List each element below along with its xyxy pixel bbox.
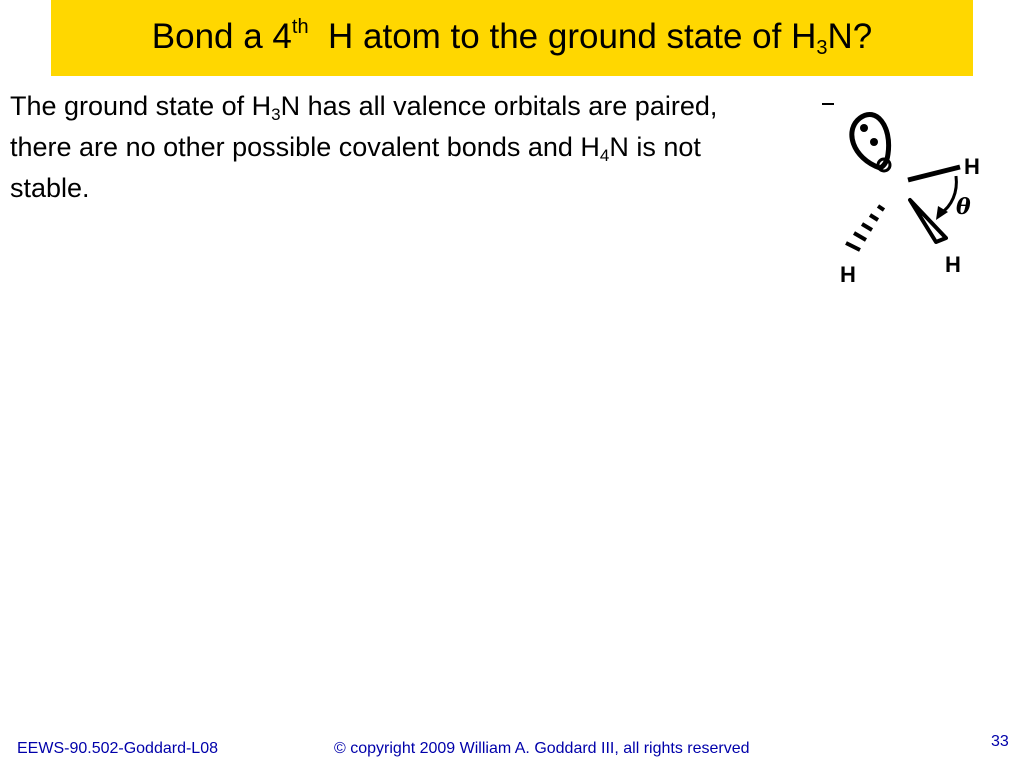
title-part-1: Bond a 4 — [151, 17, 292, 56]
body-text-2: N has all valence orbitals are paired, there are no other possible covalent bonds and H — [10, 91, 718, 162]
hashed-bond — [846, 206, 884, 250]
footer-copyright: © copyright 2009 William A. Goddard III, all rights reserved — [334, 740, 750, 757]
bond-upper-right — [908, 167, 960, 180]
title-part-3: N? — [827, 17, 873, 56]
title-bar — [51, 0, 973, 76]
body-text-3: N is not stable. — [10, 132, 701, 203]
body-paragraph — [10, 86, 750, 209]
body-text-1: The ground state of H — [10, 91, 272, 121]
nh3-lone-pair-figure — [812, 92, 1002, 292]
title-part-2: H atom to the ground state of H — [308, 17, 817, 56]
angle-arrow — [940, 176, 956, 214]
body-subscript-1: 3 — [271, 105, 281, 124]
hydrogen-label-left: H — [840, 262, 856, 287]
lone-pair-dot-2 — [870, 138, 878, 146]
title-superscript: th — [291, 16, 309, 38]
wedge-bond — [910, 200, 946, 242]
footer-course-id: EEWS-90.502-Goddard-L08 — [17, 740, 218, 757]
hydrogen-label-lower-right: H — [945, 252, 961, 277]
lone-pair-dot-1 — [860, 124, 868, 132]
slide-title — [51, 17, 973, 57]
title-subscript: 3 — [816, 37, 828, 59]
body-subscript-2: 4 — [599, 146, 610, 165]
hydrogen-label-upper-right: H — [964, 154, 980, 179]
page-number: 33 — [991, 733, 1009, 750]
theta-label: θ — [956, 194, 971, 220]
